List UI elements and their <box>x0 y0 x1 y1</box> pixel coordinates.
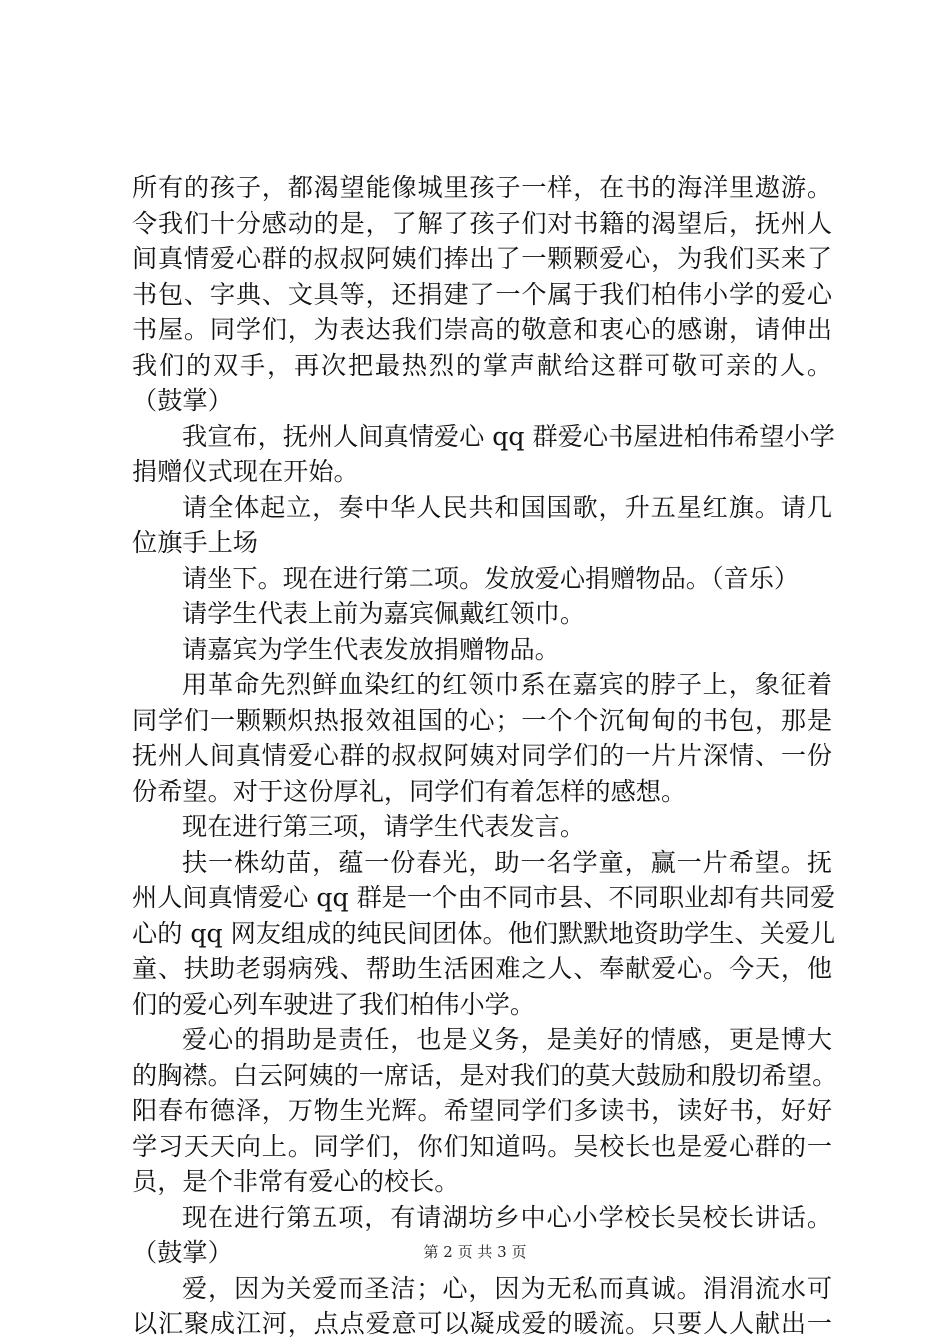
text-line: （鼓掌） <box>132 386 233 415</box>
text-line: 我们的双手，再次把最热烈的掌声献给这群可敬可亲的人。 <box>132 350 832 380</box>
text-line: 用革命先烈鲜血染红的红领巾系在嘉宾的脖子上，象征着 <box>182 670 832 699</box>
text-line: 请坐下。现在进行第二项。发放爱心捐赠物品。（音乐） <box>182 563 800 593</box>
text-line: 州人间真情爱心 qq 群是一个由不同市县、不同职业却有共同爱 <box>132 883 836 912</box>
text-line: 请嘉宾为学生代表发放捐赠物品。 <box>182 634 560 664</box>
text-line: 书屋。同学们，为表达我们崇高的敬意和衷心的感谢，请伸出 <box>132 315 832 344</box>
text-line: 的胸襟。白云阿姨的一席话，是对我们的莫大鼓励和殷切希望。 <box>132 1060 838 1090</box>
text-line: 以汇聚成江河，点点爱意可以凝成爱的暖流。只要人人献出一 <box>132 1309 832 1338</box>
text-line: 位旗手上场 <box>132 528 258 557</box>
text-line: 心的 qq 网友组成的纯民间团体。他们默默地资助学生、关爱儿 <box>132 918 836 948</box>
text-line: 扶一株幼苗，蕴一份春光，助一名学童，赢一片希望。抚 <box>182 847 832 877</box>
text-line: 请全体起立，奏中华人民共和国国歌，升五星红旗。请几 <box>182 492 832 522</box>
text-line: 令我们十分感动的是，了解了孩子们对书籍的渴望后，抚州人 <box>132 208 832 238</box>
text-line: 们的爱心列车驶进了我们柏伟小学。 <box>132 989 535 1019</box>
text-line: 爱心的捐助是责任，也是义务，是美好的情感，更是博大 <box>182 1025 832 1054</box>
text-line: 请学生代表上前为嘉宾佩戴红领巾。 <box>182 599 585 628</box>
text-line: 间真情爱心群的叔叔阿姨们捧出了一颗颗爱心，为我们买来了 <box>132 244 832 273</box>
text-line: 现在进行第五项，有请湖坊乡中心小学校长吴校长讲话。 <box>182 1202 832 1232</box>
text-line: 童、扶助老弱病残、帮助生活困难之人、奉献爱心。今天，他 <box>132 954 832 983</box>
text-line: 抚州人间真情爱心群的叔叔阿姨对同学们的一片片深情、一份 <box>132 741 832 770</box>
text-line: 员，是个非常有爱心的校长。 <box>132 1167 460 1196</box>
text-line: 现在进行第三项，请学生代表发言。 <box>182 812 585 841</box>
text-line: 所有的孩子，都渴望能像城里孩子一样，在书的海洋里遨游。 <box>132 173 832 202</box>
text-line: 同学们一颗颗炽热报效祖国的心；一个个沉甸甸的书包，那是 <box>132 705 832 735</box>
text-line: 书包、字典、文具等，还捐建了一个属于我们柏伟小学的爱心 <box>132 279 832 309</box>
text-line: 我宣布，抚州人间真情爱心 qq 群爱心书屋进柏伟希望小学 <box>182 421 835 451</box>
text-line: 学习天天向上。同学们，你们知道吗。吴校长也是爱心群的一 <box>132 1131 832 1161</box>
page-footer: 第 2 页 共 3 页 <box>423 1243 527 1261</box>
text-line: 捐赠仪式现在开始。 <box>132 457 359 486</box>
text-line: （鼓掌） <box>132 1238 233 1267</box>
text-line: 阳春布德泽，万物生光辉。希望同学们多读书，读好书，好好 <box>132 1096 832 1125</box>
text-line: 爱，因为关爱而圣洁；心，因为无私而真诚。涓涓流水可 <box>182 1273 832 1303</box>
text-line: 份希望。对于这份厚礼，同学们有着怎样的感想。 <box>132 776 687 806</box>
body-text <box>132 170 838 1342</box>
